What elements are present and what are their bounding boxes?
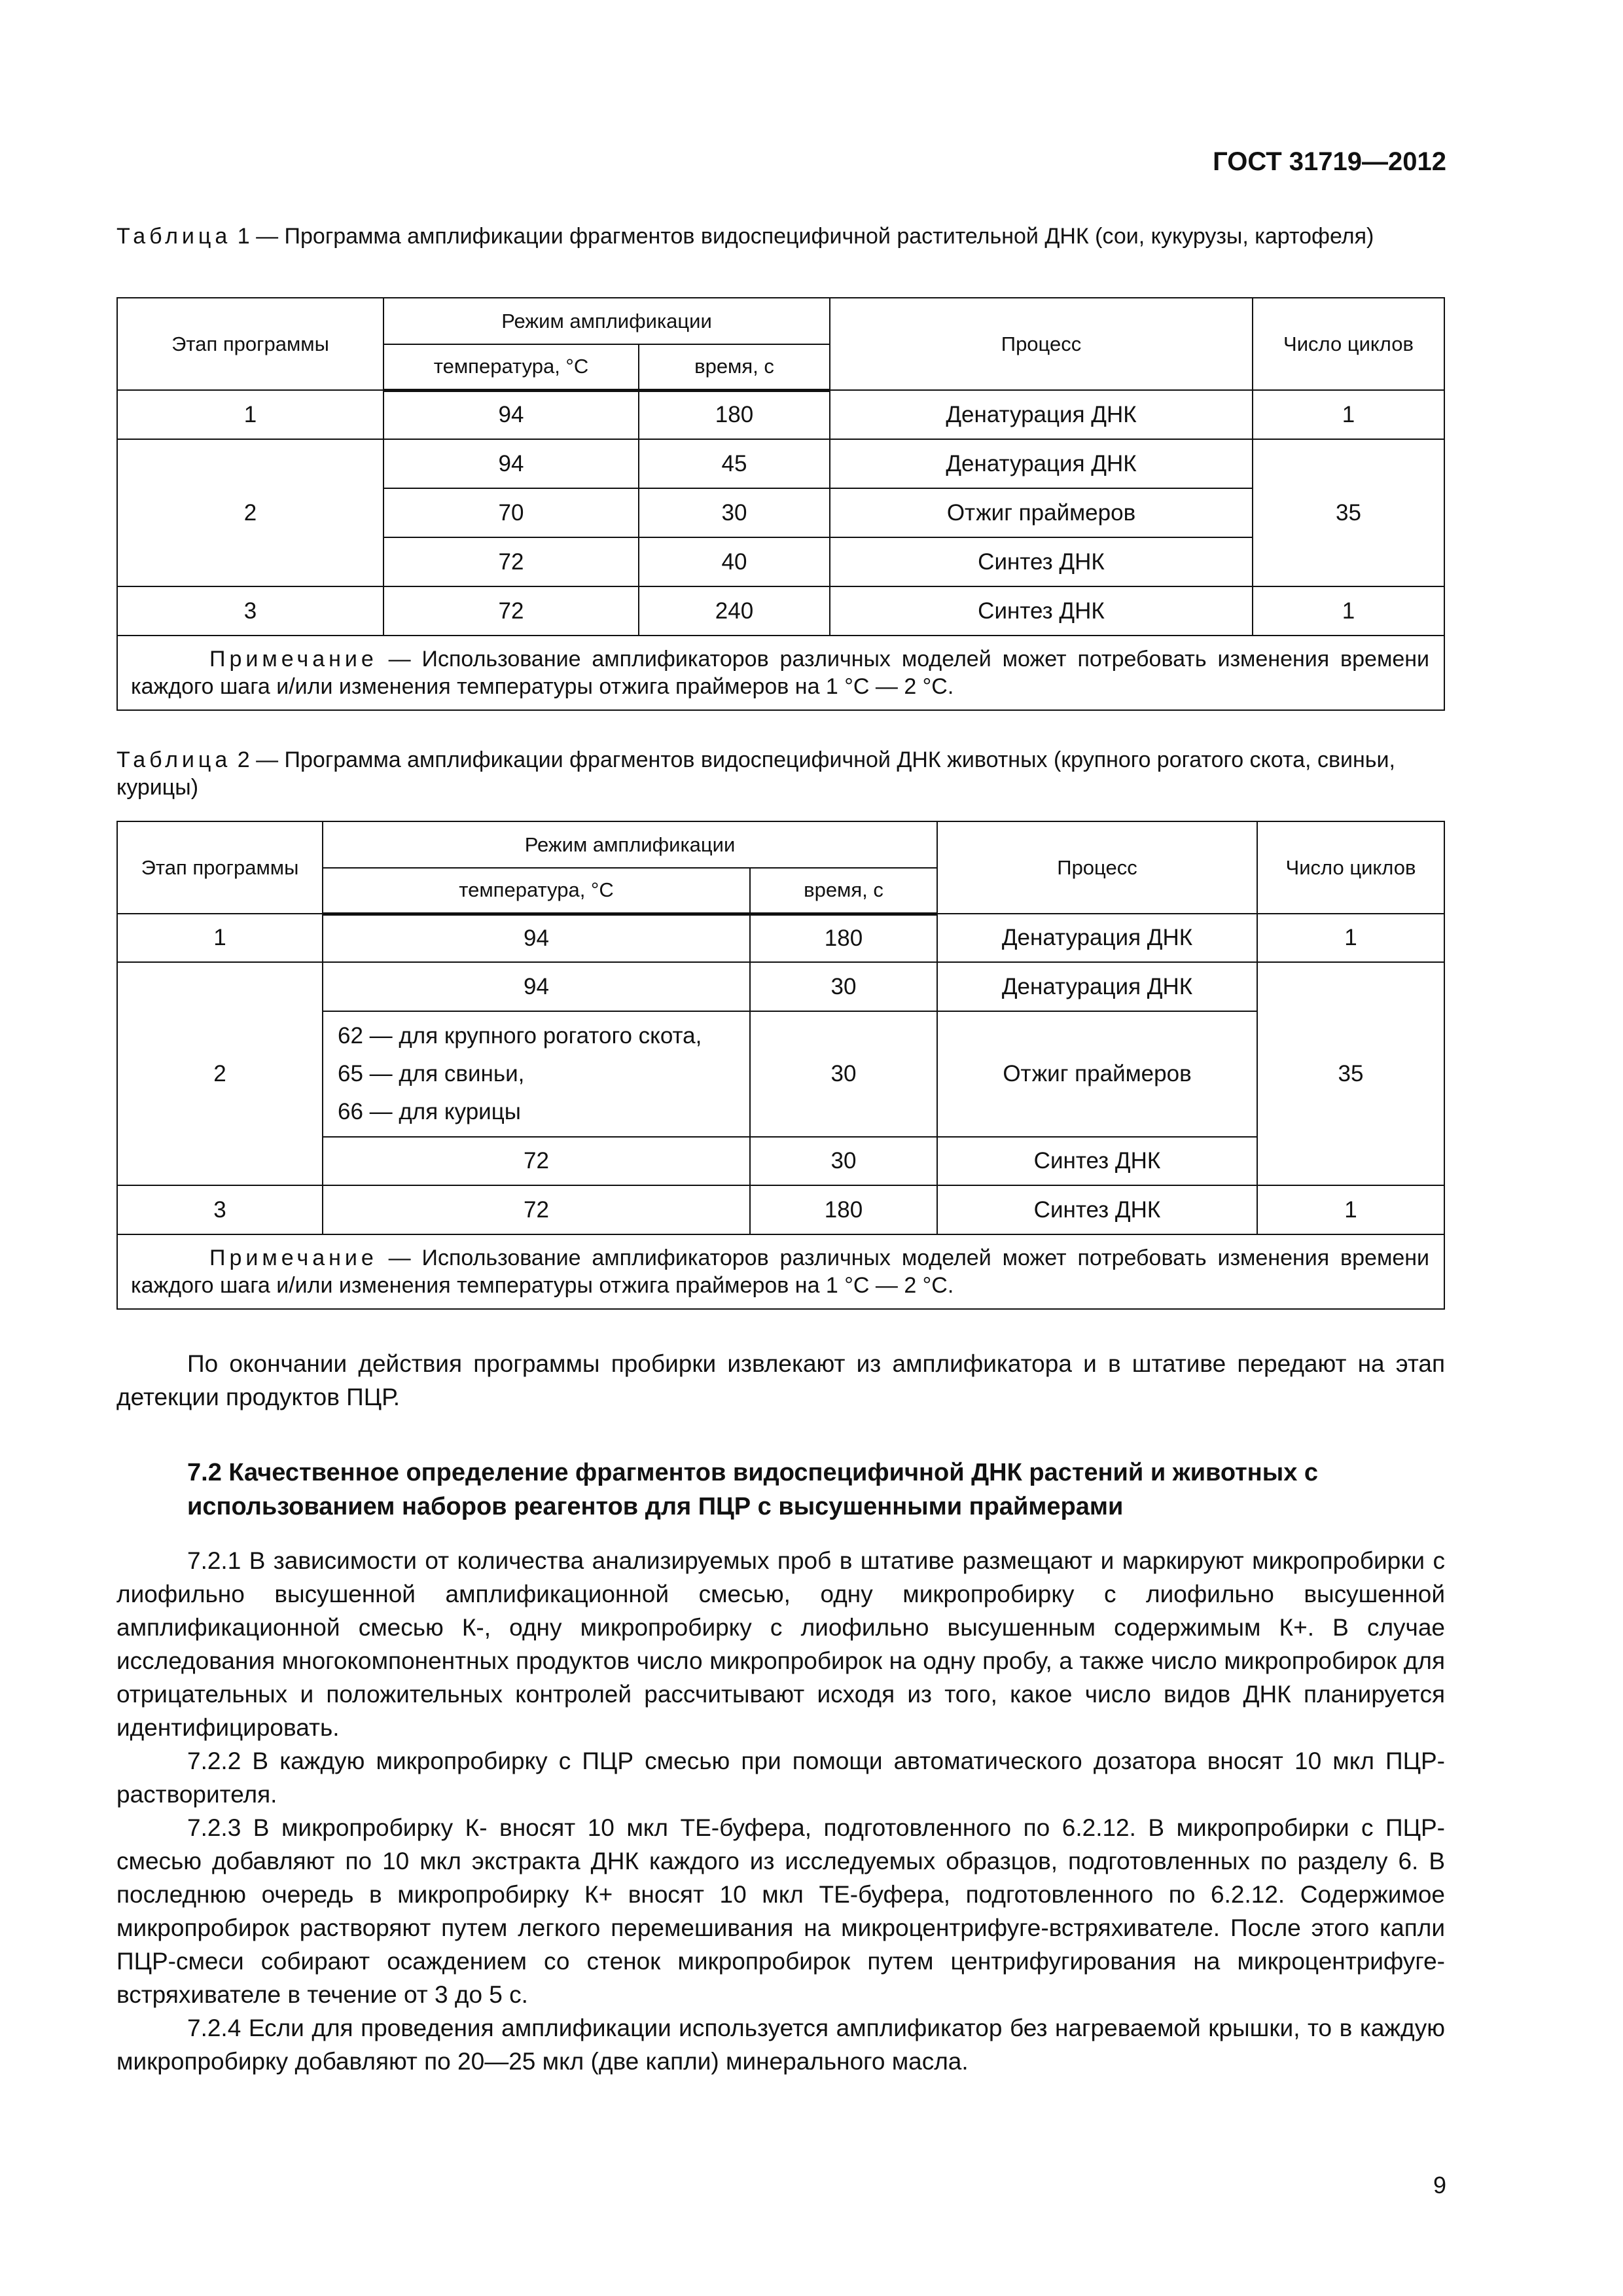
- table-cell: 35: [1253, 439, 1444, 586]
- table-cell: 1: [1257, 914, 1444, 962]
- table-cell: 2: [117, 962, 323, 1185]
- table1-header-mode: Режим амплификации: [383, 298, 830, 344]
- table2-header-time: время, с: [750, 868, 937, 914]
- document-code: ГОСТ 31719—2012: [1213, 147, 1446, 176]
- table-cell: Денатурация ДНК: [937, 914, 1257, 962]
- table-cell: 1: [1253, 390, 1444, 439]
- table2-header-cycles: Число циклов: [1257, 821, 1444, 914]
- table-cell: 94: [323, 962, 750, 1011]
- table2-header-temp: температура, °С: [323, 868, 750, 914]
- table1-caption-prefix: Таблица: [116, 224, 232, 249]
- paragraph-after-tables: [116, 1347, 1445, 1414]
- table-cell: 3: [117, 1185, 323, 1234]
- temp-line: 62 — для крупного рогатого скота,: [338, 1023, 702, 1049]
- page-number: 9: [1433, 2172, 1446, 2198]
- table2-note-row: [117, 1234, 1444, 1309]
- table-cell: Синтез ДНК: [830, 537, 1253, 586]
- table-cell: 180: [639, 390, 830, 439]
- table2-header-stage: Этап программы: [117, 821, 323, 914]
- table-cell: 35: [1257, 962, 1444, 1185]
- paragraph: 7.2.3 В микропробирку К- вносят 10 мкл ТЕ-буфера, подготовленного по 6.2.12. В микропробирки с ПЦР-смесью добавляют по 10 мкл экстракта ДНК каждого из исследуемых образцов, подготовленных по разделу 6. В последнюю очередь в микропробирку К+ вносят 10 мкл ТЕ-буфера, подготовленного по 6.2.12. Содержимое микропробирок растворяют путем легкого перемешивания на микроцентрифуге-встряхивателе. После этого капли ПЦР-смеси собирают осаждением со стенок микропробирок путем центрифугирования на микроцентрифуге-встряхивателе в течение от 3 до 5 с.: [116, 1814, 1445, 2008]
- table-cell: 240: [639, 586, 830, 636]
- table-cell: Синтез ДНК: [937, 1137, 1257, 1185]
- table-cell: 72: [323, 1185, 750, 1234]
- table1-note: [117, 636, 1444, 710]
- table-cell: 1: [1253, 586, 1444, 636]
- table-cell: 1: [117, 914, 323, 962]
- table-cell: 72: [383, 537, 639, 586]
- table-row: [117, 962, 1444, 1011]
- table1-caption: [116, 223, 1445, 250]
- table-row: [117, 390, 1444, 439]
- table-cell: 94: [383, 439, 639, 488]
- section-title: 7.2 Качественное определение фрагментов видоспецифичной ДНК растений и животных с использованием наборов реагентов для ПЦР с высушенными праймерами: [187, 1459, 1319, 1520]
- table-cell: Денатурация ДНК: [830, 390, 1253, 439]
- table2-header-process: Процесс: [937, 821, 1257, 914]
- table1-header-time: время, с: [639, 344, 830, 390]
- table-cell: 94: [383, 390, 639, 439]
- table-row: [117, 1185, 1444, 1234]
- table-row: [117, 439, 1444, 488]
- table-cell: Денатурация ДНК: [830, 439, 1253, 488]
- table1-header-process: Процесс: [830, 298, 1253, 390]
- table-cell: 30: [750, 1011, 937, 1137]
- paragraph: 7.2.1 В зависимости от количества анализируемых проб в штативе размещают и маркируют микропробирки с лиофильно высушенной амплификационной смесью, одну микропробирку с лиофильно высушенной амплификационной смесью К-, одну микропробирку с лиофильно высушенным содержимым К+. В случае исследования многокомпонентных продуктов число микропробирок на одну пробу, а также число микропробирок для отрицательных и положительных контролей рассчитывают исходя из того, какое число видов ДНК планируется идентифицировать.: [116, 1547, 1445, 1741]
- table-cell: 30: [639, 488, 830, 537]
- table-cell: 40: [639, 537, 830, 586]
- table-cell: 180: [750, 914, 937, 962]
- paragraph: По окончании действия программы пробирки извлекают из амплификатора и в штативе передают на этап детекции продуктов ПЦР.: [116, 1350, 1445, 1410]
- table-cell: Отжиг праймеров: [830, 488, 1253, 537]
- table-cell: 1: [1257, 1185, 1444, 1234]
- table-cell: 45: [639, 439, 830, 488]
- table-cell: 72: [383, 586, 639, 636]
- table1-note-text: — Использование амплификаторов различных моделей может потребовать изменения времени каждого шага и/или изменения температуры отжига праймеров на 1 °С — 2 °С.: [131, 647, 1429, 699]
- table-cell: 30: [750, 1137, 937, 1185]
- table1-note-prefix: Примечание: [209, 647, 378, 672]
- table2-caption-prefix: Таблица: [116, 747, 232, 772]
- table2-header-mode: Режим амплификации: [323, 821, 937, 868]
- table1-header-stage: Этап программы: [117, 298, 383, 390]
- table-cell: Денатурация ДНК: [937, 962, 1257, 1011]
- table2: [116, 821, 1445, 1310]
- table1: [116, 297, 1445, 711]
- table-row: [117, 914, 1444, 962]
- table1-header-cycles: Число циклов: [1253, 298, 1444, 390]
- table-cell: Синтез ДНК: [830, 586, 1253, 636]
- table2-note: [117, 1234, 1444, 1309]
- table-row: [117, 586, 1444, 636]
- table1-header-temp: температура, °С: [383, 344, 639, 390]
- table2-caption: [116, 746, 1445, 801]
- table-cell: 94: [323, 914, 750, 962]
- section-7-2-body: [116, 1544, 1445, 2078]
- table-cell: Отжиг праймеров: [937, 1011, 1257, 1137]
- table-cell: 30: [750, 962, 937, 1011]
- table-cell: 1: [117, 390, 383, 439]
- paragraph: 7.2.2 В каждую микропробирку с ПЦР смесью при помощи автоматического дозатора вносят 10 мкл ПЦР-растворителя.: [116, 1748, 1445, 1808]
- temp-line: 65 — для свиньи,: [338, 1061, 525, 1086]
- table-cell: 180: [750, 1185, 937, 1234]
- table1-caption-text: 1 — Программа амплификации фрагментов видоспецифичной растительной ДНК (сои, кукурузы, картофеля): [231, 224, 1374, 249]
- table-cell: 72: [323, 1137, 750, 1185]
- table2-caption-text: 2 — Программа амплификации фрагментов видоспецифичной ДНК животных (крупного рогатого скота, свиньи, курицы): [116, 747, 1395, 800]
- table-cell: Синтез ДНК: [937, 1185, 1257, 1234]
- table-cell: 70: [383, 488, 639, 537]
- table-cell: 2: [117, 439, 383, 586]
- temp-line: 66 — для курицы: [338, 1099, 521, 1124]
- table1-note-row: [117, 636, 1444, 710]
- paragraph: 7.2.4 Если для проведения амплификации используется амплификатор без нагреваемой крышки, то в каждую микропробирку добавляют по 20—25 мкл (две капли) минерального масла.: [116, 2015, 1445, 2075]
- table2-note-prefix: Примечание: [209, 1246, 378, 1270]
- table2-note-text: — Использование амплификаторов различных моделей может потребовать изменения времени каждого шага и/или изменения температуры отжига праймеров на 1 °С — 2 °С.: [131, 1246, 1429, 1298]
- table-cell: 3: [117, 586, 383, 636]
- table-cell: [323, 1011, 750, 1137]
